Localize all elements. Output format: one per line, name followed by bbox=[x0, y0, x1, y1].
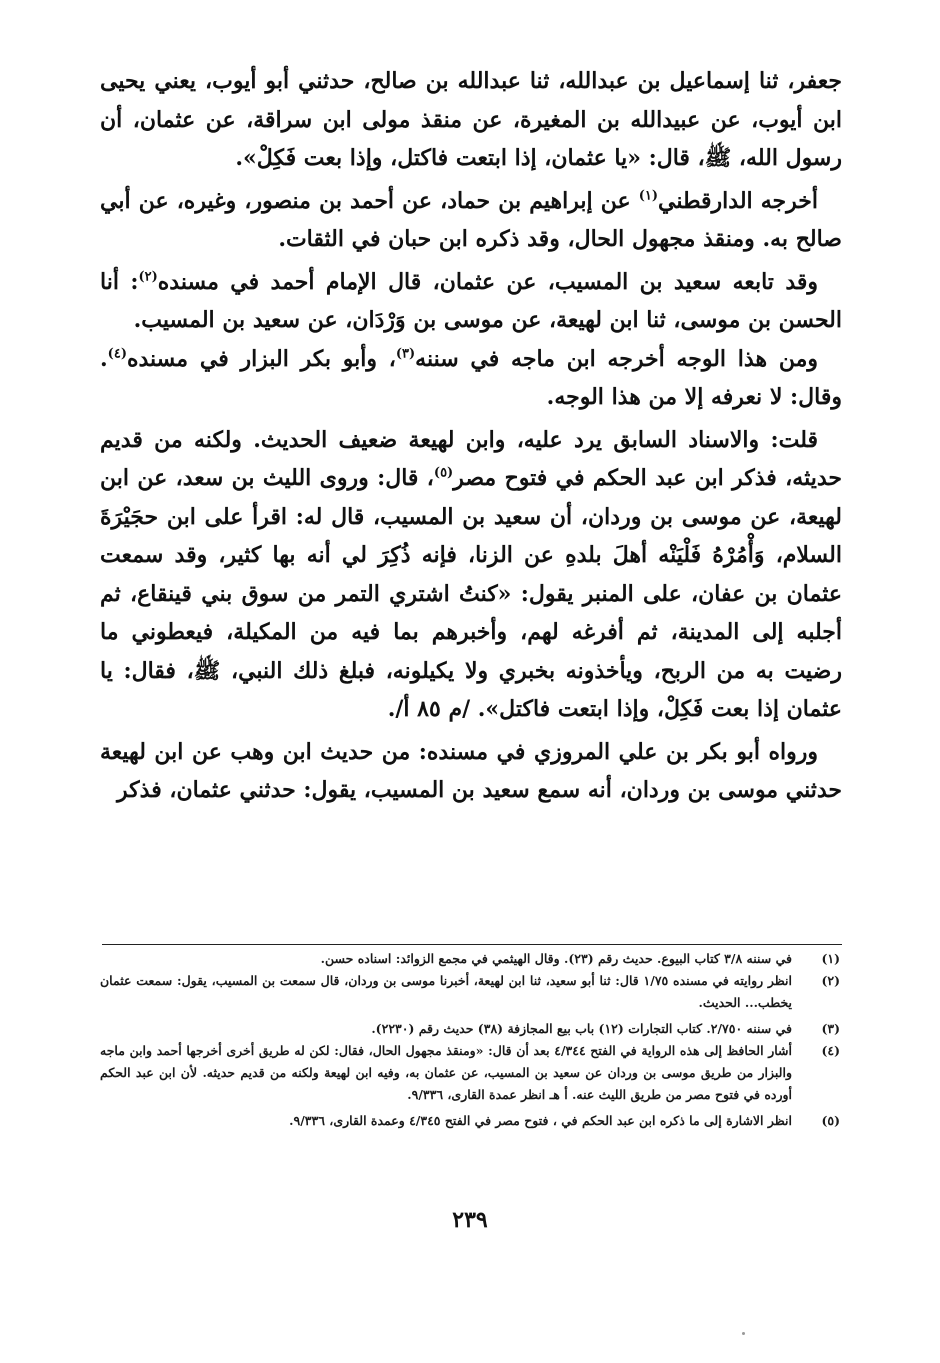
footnote-number: (١) bbox=[821, 951, 840, 966]
main-text bbox=[100, 62, 842, 810]
paragraph-3-text-b: : أنا الحسن بن موسى، ثنا ابن لهيعة، عن موسى بن وَرْدَان، عن سعيد بن المسيب. bbox=[100, 268, 842, 333]
footnote-4 bbox=[100, 1040, 842, 1106]
page-number: ٢٣٩ bbox=[452, 1207, 488, 1233]
footnote-number: (٤) bbox=[821, 1043, 840, 1058]
paragraph-4-text-a: ومن هذا الوجه أخرجه ابن ماجه في سننه bbox=[415, 345, 818, 372]
footnote-ref-1: (١) bbox=[638, 188, 658, 204]
paragraph-4-text-b: ، وأبو بكر البزار في مسنده bbox=[126, 345, 396, 372]
footnote-text: انظر الاشارة إلى ما ذكره ابن عبد الحكم في ، فتوح مصر في الفتح ٤/٣٤٥ وعمدة القارى، ٩/٣٣٦. bbox=[289, 1113, 792, 1128]
footnote-ref-3: (٣) bbox=[395, 346, 416, 362]
footnote-number: (٢) bbox=[821, 973, 840, 988]
footnote-ref-5: (٥) bbox=[433, 465, 454, 481]
footnote-text: في سننه ٢/٧٥٠. كتاب التجارات (١٢) باب بيع المجازفة (٣٨) حديث رقم (٢٢٣٠). bbox=[371, 1021, 792, 1036]
paragraph-2-text-b: عن إبراهيم بن حماد، عن أحمد بن منصور، وغيره، عن أبي صالح به. ومنقذ مجهول الحال، وقد ذكره ابن حبان في الثقات. bbox=[100, 187, 842, 252]
footnote-text: أشار الحافظ إلى هذه الرواية في الفتح ٤/٣٤٤ بعد أن قال: «ومنقذ مجهول الحال، فقال: لكن له طريق أخرى أخرجها أحمد وابن ماجه والبزار من طريق موسى بن وردان عن سعيد بن المسيب، عن عثمان به، وفيه ابن لهيعة ولكنه من قديم حديثه. لأن ابن عبد الحكم أورده في فتوح مصر من طريق الليث عنه. أ هـ انظر عمدة القارى، ٩/٣٣٦. bbox=[100, 1043, 792, 1102]
footnote-text: انظر روايته في مسنده ١/٧٥ قال: ثنا أبو سعيد، ثنا ابن لهيعة، أخبرنا موسى بن وردان، قال سمعت بن المسيب، يقول: سمعت عثمان يخطب... الحديث. bbox=[100, 973, 792, 1010]
scan-speck bbox=[742, 1332, 745, 1335]
paragraph-5 bbox=[100, 421, 842, 729]
paragraph-6: ورواه أبو بكر بن علي المروزي في مسنده: من حديث ابن وهب عن ابن لهيعة حدثني موسى بن وردان، أنه سمع سعيد بن المسيب، يقول: حدثني عثمان، فذكر bbox=[100, 738, 842, 803]
paragraph-4-text-c: . وقال: لا نعرفه إلا من هذا الوجه. bbox=[100, 345, 842, 410]
footnote-number: (٣) bbox=[821, 1021, 840, 1036]
footnote-divider bbox=[102, 944, 842, 945]
paragraph-5-text-b: ، قال: وروى الليث بن سعد، عن ابن لهيعة، عن موسى بن وردان، أن سعيد بن المسيب، قال له: اقرأ على ابن حجَيْرَةَ السلام، وَأْمُرْهُ فَلْيَنْه أهلَ بلدهِ عن الزنا، فإنه ذُكِرَ لي أنه بها كثير، وقد سمعت عثمان بن عفان، على المنبر يقول: «كنتُ اشتري التمر من سوق بني قينقاع، ثم أجلبه إلى المدينة، ثم أفرغه لهم، وأخبرهم بما فيه من المكيلة، فيعطوني ما رضيت به من الربح، ويأخذونه بخبري ولا يكيلونه، فبلغ ذلك النبي، ﷺ، فقال: يا عثمان إذا بعت فَكِلْ، وإذا ابتعت فاكتل». /م ٨٥ أ/. bbox=[100, 465, 842, 722]
paragraph-2-text-a: أخرجه الدارقطني bbox=[658, 187, 819, 214]
paragraph-2 bbox=[100, 182, 842, 259]
footnote-1 bbox=[100, 948, 842, 970]
footnote-ref-2: (٢) bbox=[138, 269, 158, 285]
footnote-5 bbox=[100, 1110, 842, 1132]
footnote-number: (٥) bbox=[821, 1113, 840, 1128]
paragraph-3 bbox=[100, 263, 842, 340]
footnote-ref-4: (٤) bbox=[107, 346, 127, 362]
footnote-text: في سننه ٣/٨ كتاب البيوع. حديث رقم (٢٣). وقال الهيثمي في مجمع الزوائد: اسناده حسن. bbox=[320, 951, 792, 966]
footnote-2 bbox=[100, 970, 842, 1014]
paragraph-1: جعفر، ثنا إسماعيل بن عبدالله، ثنا عبدالله بن صالح، حدثني أبو أيوب، يعني يحيى ابن أيوب، عن عبيدالله بن المغيرة، عن منقذ مولى ابن سراقة، عن عثمان، أن رسول الله، ﷺ، قال: «يا عثمان، إذا ابتعت فاكتل، وإذا بعت فَكِلْ». bbox=[100, 68, 842, 171]
paragraph-5-text-a: قلت: والاسناد السابق يرد عليه، وابن لهيعة ضعيف الحديث. ولكنه من قديم حديثه، فذكر ابن عبد الحكم في فتوح مصر bbox=[100, 426, 842, 491]
footnote-3 bbox=[100, 1018, 842, 1040]
paragraph-4 bbox=[100, 340, 842, 417]
paragraph-3-text-a: وقد تابعه سعيد بن المسيب، عن عثمان، قال الإمام أحمد في مسنده bbox=[157, 268, 819, 295]
footnotes bbox=[100, 948, 842, 1132]
